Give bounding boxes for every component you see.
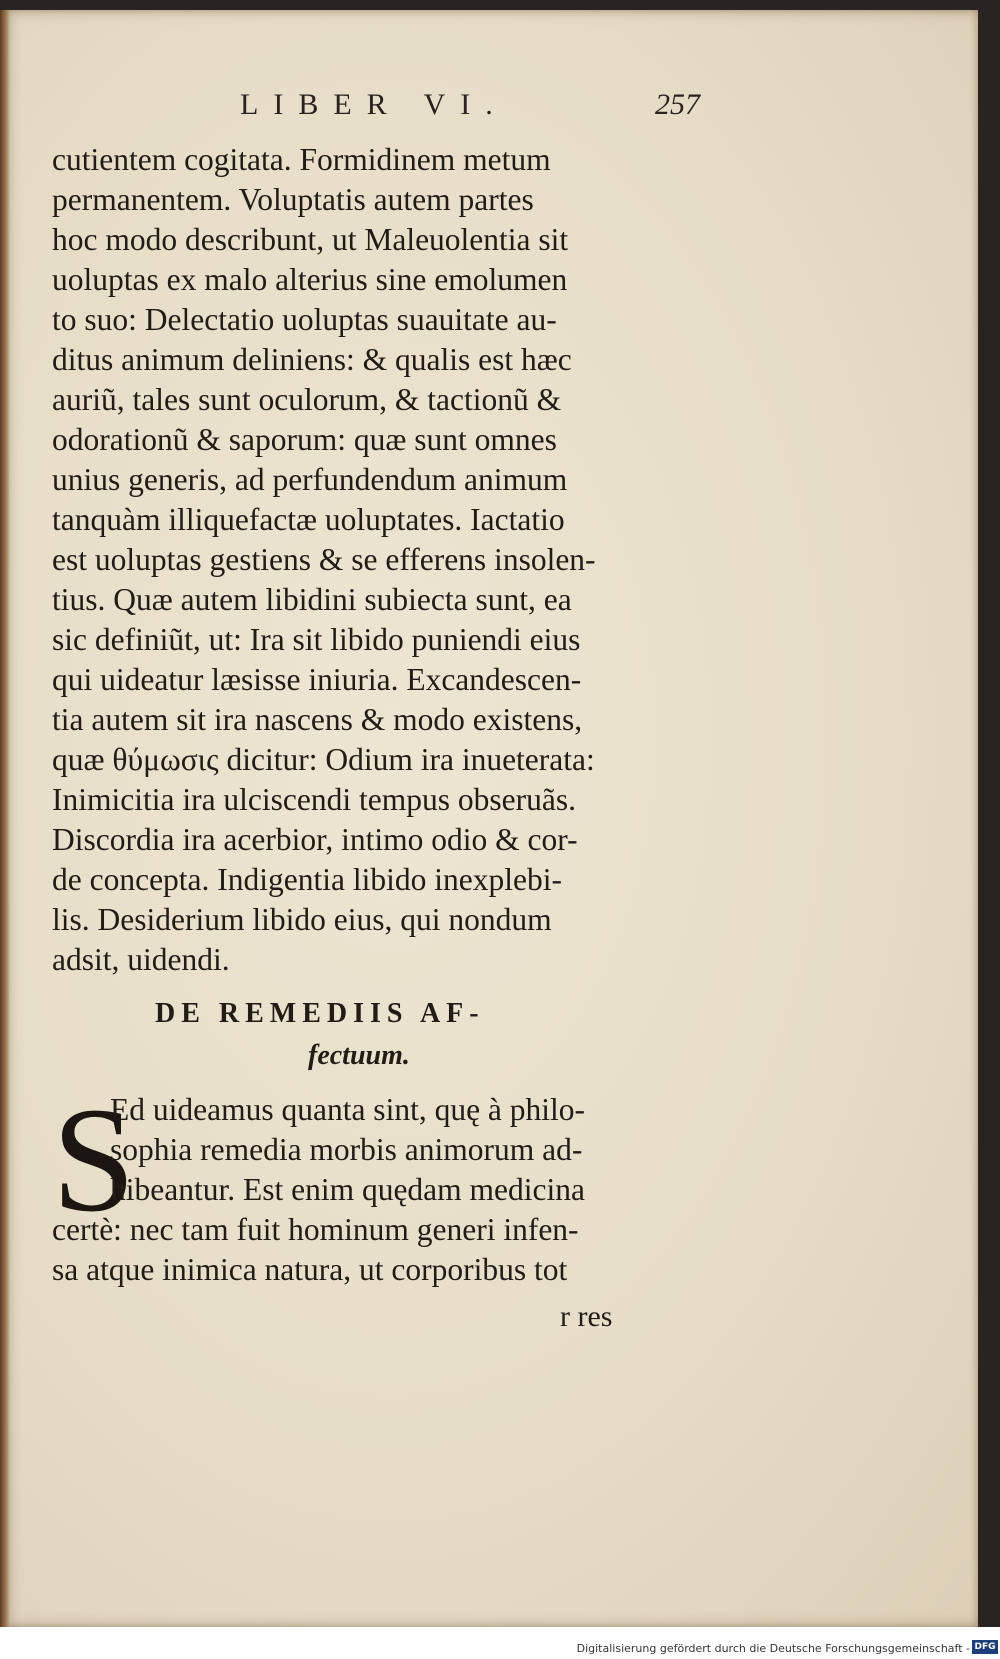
text-line: tia autem sit ira nascens & modo existens, bbox=[52, 702, 583, 737]
text-line: cutientem cogitata. Formidinem metum bbox=[52, 142, 551, 177]
section-heading-continued: fectuum. bbox=[308, 1040, 410, 1071]
text-line: tanquàm illiquefactæ uoluptates. Iactatio bbox=[52, 502, 565, 537]
text-line: de concepta. Indigentia libido inexplebi- bbox=[52, 862, 562, 897]
catchword: r res bbox=[560, 1300, 613, 1333]
text-line: lis. Desiderium libido eius, qui nondum bbox=[52, 902, 552, 937]
text-line: permanentem. Voluptatis autem partes bbox=[52, 182, 534, 217]
text-line: ditus animum deliniens: & qualis est hæc bbox=[52, 342, 572, 377]
text-line: to suo: Delectatio uoluptas suauitate au- bbox=[52, 302, 557, 337]
text-line: uoluptas ex malo alterius sine emolumen bbox=[52, 262, 568, 297]
text-line: auriũ, tales sunt oculorum, & tactionũ & bbox=[52, 382, 562, 417]
text-line: odorationũ & saporum: quæ sunt omnes bbox=[52, 422, 557, 457]
text-line: Inimicitia ira ulciscendi tempus obseruãs. bbox=[52, 782, 576, 817]
text-line: sa atque inimica natura, ut corporibus tot bbox=[52, 1252, 568, 1287]
text-line: Discordia ira acerbior, intimo odio & cor- bbox=[52, 822, 578, 857]
page-number: 257 bbox=[655, 88, 700, 121]
text-line: sophia remedia morbis animorum ad- bbox=[110, 1132, 583, 1167]
text-line: unius generis, ad perfundendum animum bbox=[52, 462, 568, 497]
dfg-logo: DFG bbox=[972, 1640, 998, 1654]
text-line: Ed uideamus quanta sint, quę à philo- bbox=[110, 1092, 586, 1127]
text-line: hibeantur. Est enim quędam medicina bbox=[110, 1172, 585, 1207]
text-line: hoc modo describunt, ut Maleuolentia sit bbox=[52, 222, 569, 257]
text-line: adsit, uidendi. bbox=[52, 942, 230, 977]
paragraph-continuation bbox=[52, 1210, 702, 1290]
dropcap-paragraph bbox=[110, 1090, 710, 1210]
section-heading: DE REMEDIIS AF- bbox=[155, 998, 485, 1029]
digitization-credit: Digitalisierung gefördert durch die Deutsche Forschungsgemeinschaft - bbox=[576, 1642, 970, 1655]
book-spine-shadow bbox=[0, 10, 10, 1627]
body-text bbox=[52, 140, 702, 980]
text-line: qui uideatur læsisse iniuria. Excandescen- bbox=[52, 662, 582, 697]
text-line: sic definiũt, ut: Ira sit libido puniendi eius bbox=[52, 622, 581, 657]
text-line: tius. Quæ autem libidini subiecta sunt, ea bbox=[52, 582, 572, 617]
text-line: quæ θύμωσις dicitur: Odium ira inueterata: bbox=[52, 742, 595, 777]
drop-cap-initial: S bbox=[52, 1077, 136, 1243]
text-line: est uoluptas gestiens & se efferens insolen- bbox=[52, 542, 596, 577]
text-line: certè: nec tam fuit hominum generi infen- bbox=[52, 1212, 579, 1247]
running-head: LIBER VI. bbox=[240, 88, 508, 121]
